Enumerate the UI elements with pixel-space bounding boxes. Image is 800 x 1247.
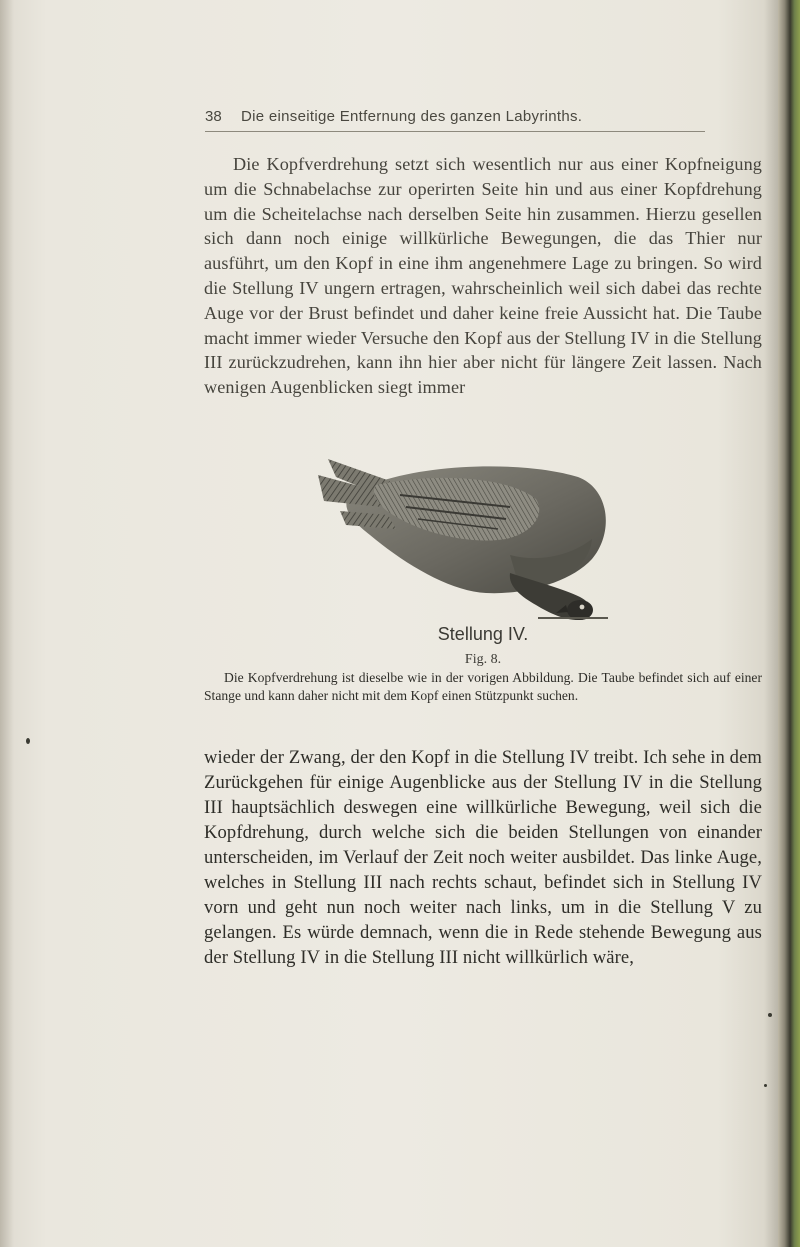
- running-head: Die einseitige Entfernung des ganzen Labyrinths.: [241, 108, 583, 125]
- page-header: [205, 108, 705, 132]
- header-rule: [205, 131, 705, 132]
- figure-number: Fig. 8.: [464, 652, 502, 667]
- paper-speck: [26, 738, 30, 744]
- pigeon-illustration: [310, 455, 630, 625]
- pigeon-engraving-icon: [310, 455, 630, 625]
- body-paragraph-bottom: wieder der Zwang, der den Kopf in die Stellung IV treibt. Ich sehe in dem Zurückgehen für einige Augenblicke aus der Stellung IV in die Stellung III hauptsächlich deswegen eine willkürliche Bewegung, weil sich die Kopfdrehung, durch welche sich die beiden Stellungen von einander unterscheiden, im Verlauf der Zeit noch weiter ausbildet. Das linke Auge, welches in Stellung III nach rechts schaut, befindet sich in Stellung IV vorn und geht nun noch weiter nach links, um in die Stellung V zu gelangen. Es würde demnach, wenn die in Rede stehende Bewegung aus der Stellung IV in die Stellung III nicht willkürlich wäre,: [204, 747, 762, 968]
- figure-title: Stellung IV.: [437, 624, 529, 644]
- page-number: 38: [205, 108, 222, 125]
- binding-shadow: [764, 0, 778, 1247]
- figure-caption: Die Kopfverdrehung ist dieselbe wie in der vorigen Abbildung. Die Taube befindet sich auf einer Stange und kann daher nicht mit dem Kopf einen Stützpunkt suchen.: [204, 670, 762, 703]
- page-left-shadow: [0, 0, 14, 1247]
- paper-speck: [768, 1013, 772, 1017]
- body-paragraph-top: Die Kopfverdrehung setzt sich wesentlich nur aus einer Kopfneigung um die Schnabelachse zur operirten Seite hin und aus einer Kopfdrehung um die Scheitelachse nach derselben Seite hin zusammen. Hierzu gesellen sich dann noch einige willkürliche Bewegungen, die das Thier nur ausführt, um den Kopf in eine ihm angenehmere Lage zu bringen. So wird die Stellung IV ungern ertragen, wahrscheinlich weil sich dabei das rechte Auge vor der Brust befindet und daher keine freie Aussicht hat. Die Taube macht immer wieder Versuche den Kopf aus der Stellung IV in die Stellung III zurückzudrehen, kann ihn hier aber nicht für längere Zeit lassen. Nach wenigen Augenblicken siegt immer: [204, 154, 762, 398]
- paper-speck: [764, 1084, 767, 1087]
- book-spine-edge: [778, 0, 800, 1247]
